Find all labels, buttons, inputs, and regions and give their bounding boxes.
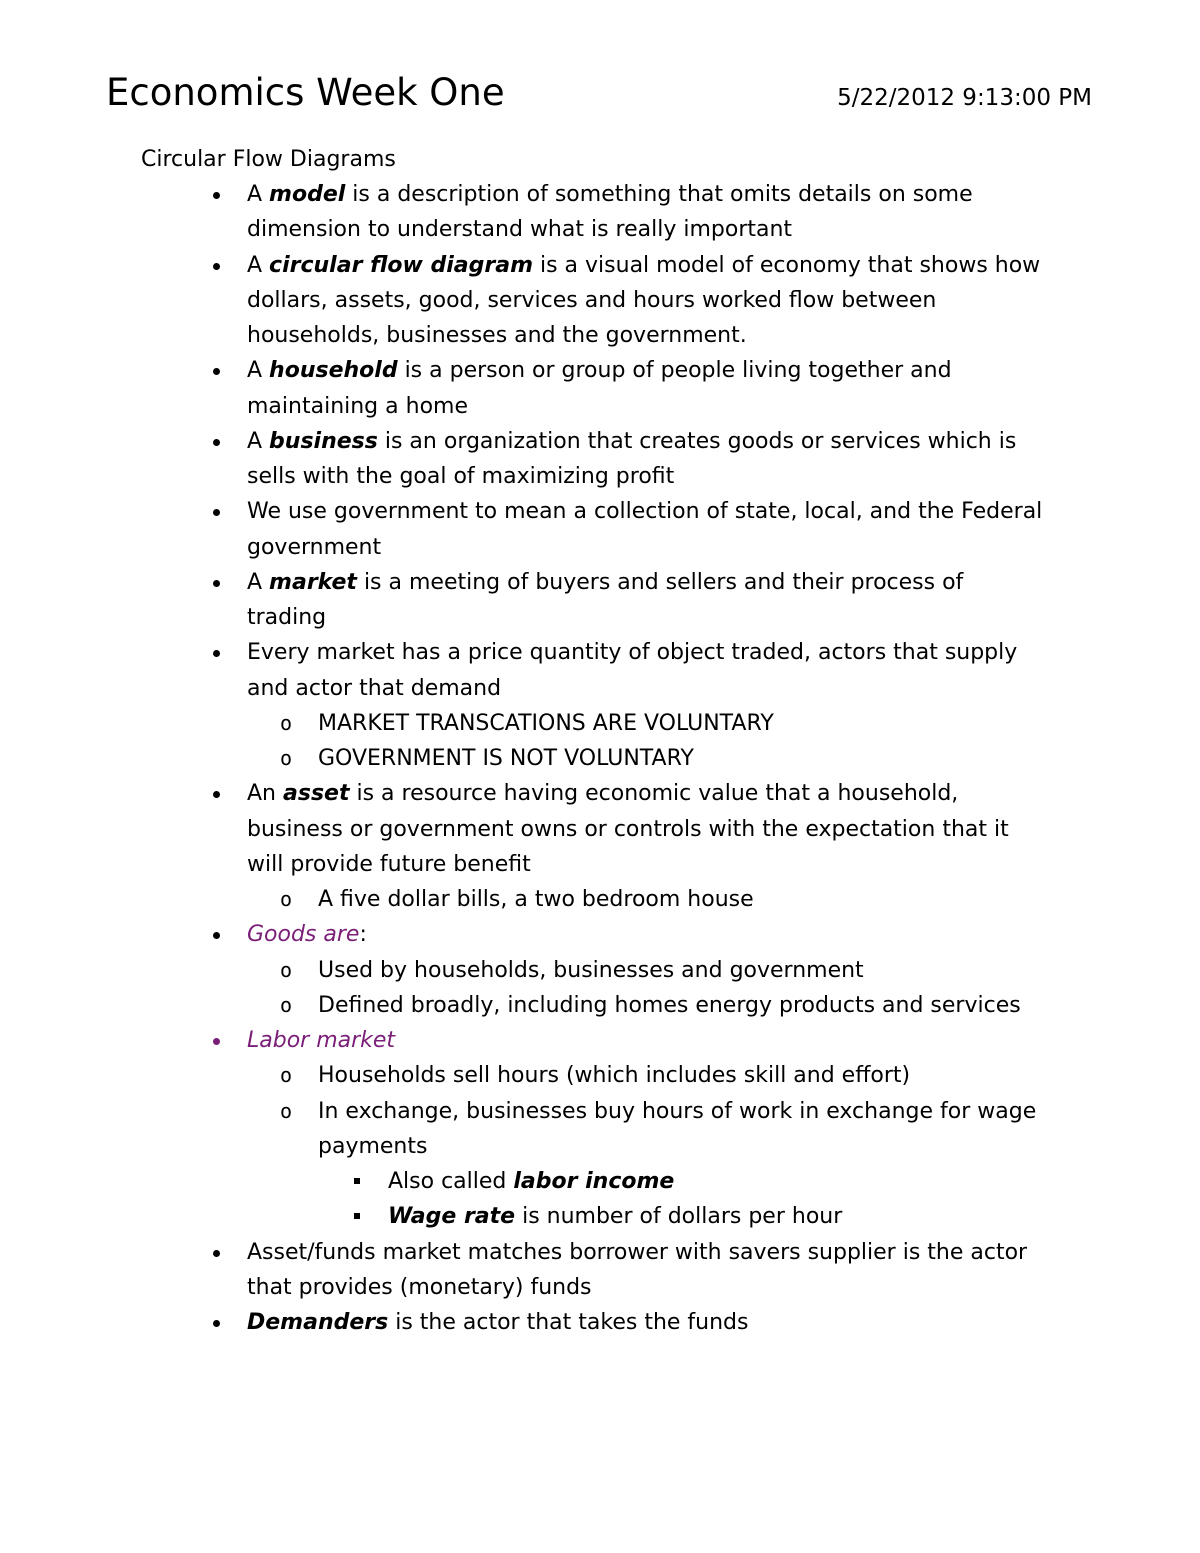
sub-sub-item-labor-income: Also called labor income: [0, 1164, 1048, 1199]
circle-bullet-icon: o: [280, 887, 293, 911]
sub-item-voluntary-1: o MARKET TRANSCATIONS ARE VOLUNTARY: [0, 706, 1048, 741]
notes-list: [0, 177, 1200, 1340]
sub-sub-item-wage-rate: Wage rate is number of dollars per hour: [0, 1199, 1048, 1234]
list-item-asset-funds: Asset/funds market matches borrower with savers supplier is the actor that provides (monetary) funds: [0, 1235, 1047, 1306]
labor-market-label: Labor market: [247, 1028, 396, 1053]
circle-bullet-icon: o: [280, 1063, 293, 1088]
term-household: household: [269, 358, 398, 384]
term-asset: asset: [283, 781, 350, 807]
list-item-government: We use government to mean a collection of state, local, and the Federal government: [0, 494, 1047, 565]
circle-bullet-icon: o: [280, 1098, 293, 1123]
list-item-demanders: Demanders is the actor that takes the funds: [0, 1305, 1047, 1340]
sub-item-asset-example: o A five dollar bills, a two bedroom house: [0, 882, 1048, 917]
term-market: market: [269, 569, 357, 595]
section-heading: Circular Flow Diagrams: [141, 147, 396, 172]
term-demanders: Demanders: [247, 1310, 389, 1335]
list-item-labor-market: [0, 1023, 1047, 1058]
list-item-every-market: Every market has a price quantity of object traded, actors that supply and actor that demand: [0, 635, 1047, 706]
circle-bullet-icon: o: [280, 710, 293, 735]
list-item-model: A model is a description of something that omits details on some dimension to understand what is really important: [0, 177, 1047, 248]
sub-item-labor-1: o Households sell hours (which includes skill and effort): [0, 1058, 1048, 1093]
circle-bullet-icon: o: [280, 746, 293, 770]
list-item-asset: An asset is a resource having economic value that a household, business or government owns or controls with the expectation that it will provide future benefit: [0, 776, 1047, 882]
circle-bullet-icon: o: [280, 992, 293, 1017]
sub-item-goods-1: o Used by households, businesses and government: [0, 953, 1048, 988]
list-item-household: A household is a person or group of people living together and maintaining a home: [0, 353, 1047, 424]
term-labor-income: labor income: [513, 1169, 675, 1194]
sub-item-voluntary-2: o GOVERNMENT IS NOT VOLUNTARY: [0, 741, 1048, 776]
page-title: Economics Week One: [106, 71, 505, 114]
circle-bullet-icon: o: [280, 957, 293, 982]
list-item-market: A market is a meeting of buyers and sellers and their process of trading: [0, 565, 1047, 636]
timestamp: 5/22/2012 9:13:00 PM: [837, 85, 1092, 111]
sub-item-goods-2: o Defined broadly, including homes energy products and services: [0, 988, 1048, 1023]
term-model: model: [269, 182, 346, 207]
list-item-goods: Goods are:: [0, 917, 1047, 952]
term-business: business: [269, 428, 378, 454]
list-item-circular-flow: A circular flow diagram is a visual model of economy that shows how dollars, assets, good, services and hours worked flow between households, businesses and the government.: [0, 248, 1047, 354]
goods-label: Goods are: [247, 922, 360, 948]
sub-item-labor-2: o In exchange, businesses buy hours of work in exchange for wage payments: [0, 1094, 1048, 1165]
list-item-business: A business is an organization that creates goods or services which is sells with the goal of maximizing profit: [0, 424, 1047, 495]
term-wage-rate: Wage rate: [388, 1204, 516, 1230]
term-circular-flow-diagram: circular flow diagram: [269, 252, 533, 278]
